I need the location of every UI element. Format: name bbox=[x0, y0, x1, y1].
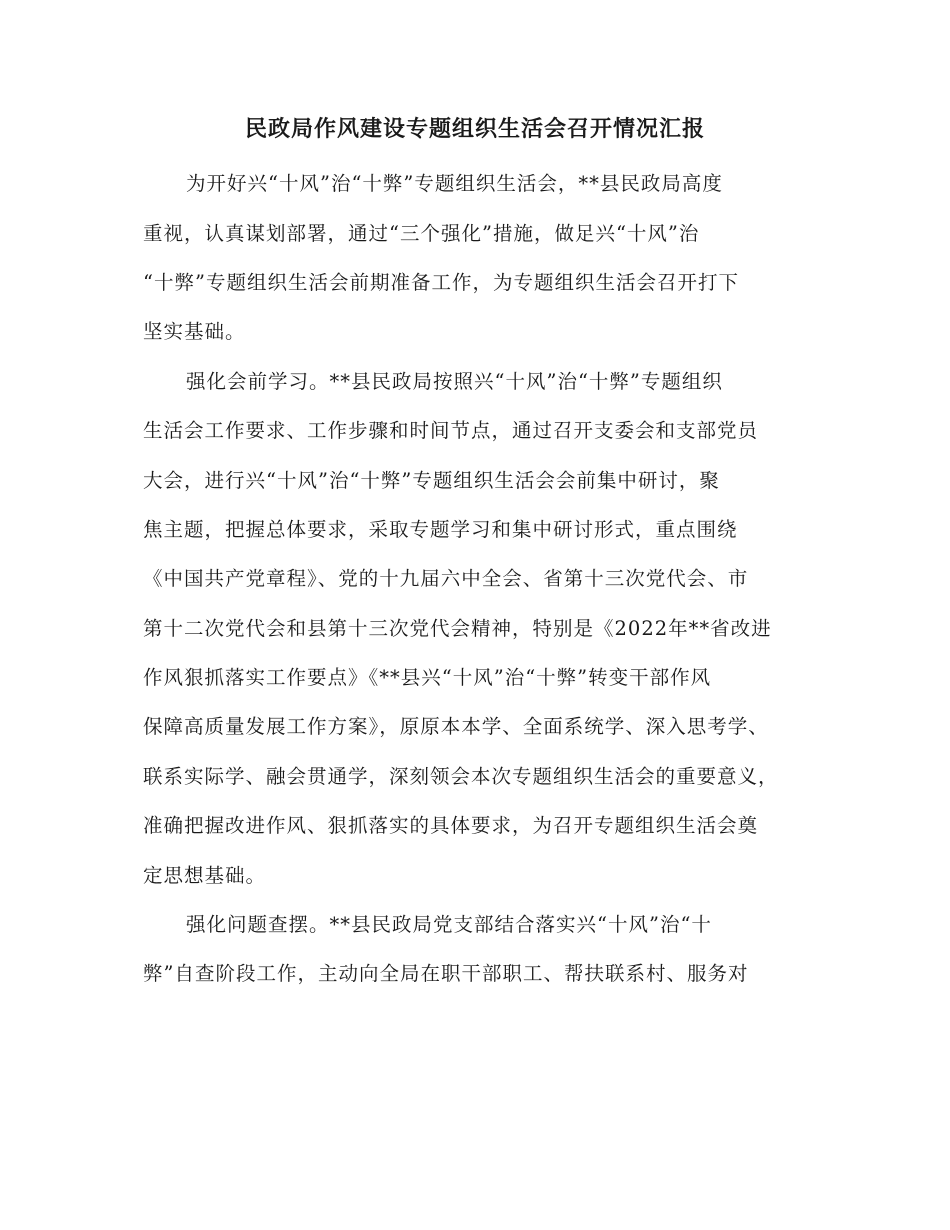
paragraph-line: 作风狠抓落实工作要点》《**县兴“十风”治“十弊”转变干部作风 bbox=[143, 666, 712, 689]
paragraph-line: 定思想基础。 bbox=[143, 864, 267, 887]
paragraph-line: 生活会工作要求、工作步骤和时间节点，通过召开支委会和支部党员 bbox=[143, 419, 759, 442]
paragraph-line: 为开好兴“十风”治“十弊”专题组织生活会，**县民政局高度 bbox=[186, 172, 723, 195]
paragraph-line: 强化问题查摆。**县民政局党支部结合落实兴“十风”治“十 bbox=[186, 913, 712, 936]
paragraph-line: 《中国共产党章程》、党的十九届六中全会、省第十三次党代会、市 bbox=[143, 567, 749, 590]
paragraph-line: 联系实际学、融会贯通学，深刻领会本次专题组织生活会的重要意义， bbox=[143, 765, 779, 788]
paragraph-line: 保障高质量发展工作方案》，原原本本学、全面系统学、深入思考学、 bbox=[143, 715, 769, 738]
paragraph-line: 第十二次党代会和县第十三次党代会精神，特别是《2022年**省改进 bbox=[143, 617, 772, 640]
paragraph-line: 坚实基础。 bbox=[143, 320, 246, 343]
paragraph-line: 强化会前学习。**县民政局按照兴“十风”治“十弊”专题组织 bbox=[186, 370, 723, 393]
paragraph-line: 重视，认真谋划部署，通过“三个强化”措施，做足兴“十风”治 bbox=[143, 222, 700, 245]
paragraph-line: 焦主题，把握总体要求，采取专题学习和集中研讨形式，重点围绕 bbox=[143, 518, 738, 541]
document-title: 民政局作风建设专题组织生活会召开情况汇报 bbox=[244, 116, 705, 142]
paragraph-line: “十弊”专题组织生活会前期准备工作，为专题组织生活会召开打下 bbox=[143, 271, 739, 294]
paragraph-line: 准确把握改进作风、狠抓落实的具体要求，为召开专题组织生活会奠 bbox=[143, 814, 759, 837]
paragraph-line: 大会，进行兴“十风”治“十弊”专题组织生活会会前集中研讨，聚 bbox=[143, 469, 720, 492]
paragraph-line: 弊”自查阶段工作，主动向全局在职干部职工、帮扶联系村、服务对 bbox=[143, 962, 749, 985]
